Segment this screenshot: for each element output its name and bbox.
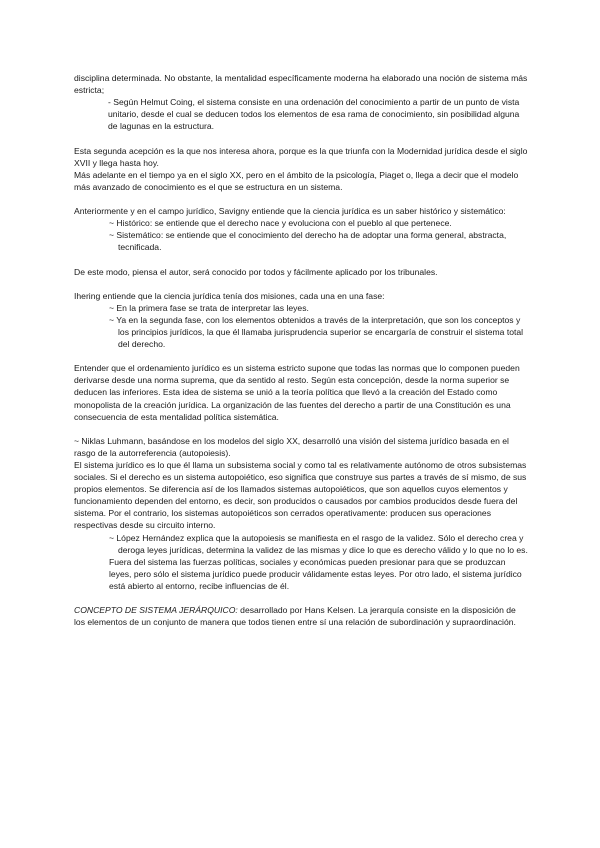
- ihering-intro: Ihering entiende que la ciencia jurídica tenía dos misiones, cada una en una fase:: [74, 290, 385, 301]
- segunda-acepcion-paragraph: Esta segunda acepción es la que nos interesa ahora, porque es la que triunfa con la Modernidad jurídica desde el siglo XVII y llega hasta hoy.: [74, 145, 528, 168]
- spacer: [74, 423, 529, 435]
- spacer: [74, 278, 529, 290]
- subsistema-paragraph: El sistema jurídico es lo que él llama un subsistema social y como tal es relativamente autónomo de otros subsistemas sociales. Si el derecho es un sistema autopoiético, eso significa que construye sus partes a través de sí mismo, de sus propios elementos. Se diferencia así de los llamados sistemas autopoiéticos, que son aquellos cuyos elementos y funcionamiento dependen del entorno, es decir, son producidos o causados por cambios producidos desde fuera del sistema. Por el contrario, los sistemas autopoiéticos son cerrados operativamente: producen sus operaciones respectivas desde su circuito interno.: [74, 460, 527, 531]
- fuera-del-sistema-paragraph: Fuera del sistema las fuerzas políticas, sociales y económicas pueden presionar para que se produzcan leyes, pero sólo el sistema jurídico puede producir válidamente estas leyes. Por otro lado, el sistema jurídico está abierto al entorno, recibe influencias de él.: [109, 556, 522, 591]
- ihering-item-primera-fase: ~ En la primera fase se trata de interpretar las leyes.: [109, 302, 309, 313]
- document-page: [74, 72, 529, 628]
- spacer: [74, 253, 529, 265]
- spacer: [74, 193, 529, 205]
- lopez-hernandez-item: ~ López Hernández explica que la autopoiesis se manifiesta en el rasgo de la validez. Sólo el derecho crea y deroga leyes jurídicas, determina la validez de las mismas y dice lo que es derecho válido y lo que no lo es.: [109, 532, 528, 555]
- spacer: [74, 132, 529, 144]
- concepto-sistema-jerarquico-paragraph: [74, 604, 529, 628]
- savigny-item-sistematico: ~ Sistemático: se entiende que el conocimiento del derecho ha de adoptar una forma general, abstracta, tecnificada.: [109, 230, 507, 253]
- savigny-conclusion: De este modo, piensa el autor, será conocido por todos y fácilmente aplicado por los tribunales.: [74, 266, 438, 277]
- ihering-item-segunda-fase: ~ Ya en la segunda fase, con los elementos obtenidos a través de la interpretación, que son los conceptos y los principios jurídicos, la que él llamaba jurisprudencia superior se encargaría de construir el sistema total del derecho.: [109, 314, 524, 350]
- concepto-heading: CONCEPTO DE SISTEMA JERÁRQUICO:: [74, 605, 238, 616]
- spacer: [74, 592, 529, 604]
- spacer: [74, 350, 529, 362]
- piaget-paragraph: Más adelante en el tiempo ya en el siglo XX, pero en el ámbito de la psicología, Piaget o, llega a decir que el modelo más avanzado de conocimiento es el que se estructura en un sistema.: [74, 169, 519, 192]
- savigny-intro: Anteriormente y en el campo jurídico, Savigny entiende que la ciencia jurídica es un saber histórico y sistemático:: [74, 206, 506, 217]
- savigny-item-historico: ~ Histórico: se entiende que el derecho nace y evoluciona con el pueblo al que pertenece.: [109, 218, 452, 229]
- concepto-text: desarrollado por Hans Kelsen. La jerarquía consiste en la disposición de los elementos de un conjunto de manera que todos tienen entre sí una relación de subordinación y supraordinación.: [74, 605, 516, 628]
- luhmann-paragraph: ~ Niklas Luhmann, basándose en los modelos del siglo XX, desarrolló una visión del sistema jurídico basada en el rasgo de la autorreferencia (autopoiesis).: [74, 435, 509, 458]
- coing-definition: - Según Helmut Coing, el sistema consiste en una ordenación del conocimiento a partir de un punto de vista unitario, desde el cual se deducen todos los elementos de esa rama de conocimiento, sin posibilidad alguna de lagunas en la estructura.: [108, 97, 520, 132]
- ordenamiento-paragraph: Entender que el ordenamiento jurídico es un sistema estricto supone que todas las normas que lo componen pueden derivarse desde una norma suprema, que da sentido al resto. Según esta concepción, desde la norma superior se deducen las inferiores. Esta idea de sistema se unió a la teoría política que llevó a la creación del Estado como monopolista de la creación jurídica. La organización de las fuentes del derecho a partir de una Constitución es una consecuencia de esta mentalidad política sistemática.: [74, 363, 520, 422]
- intro-paragraph: disciplina determinada. No obstante, la mentalidad específicamente moderna ha elaborado una noción de sistema más estricta;: [74, 73, 528, 96]
